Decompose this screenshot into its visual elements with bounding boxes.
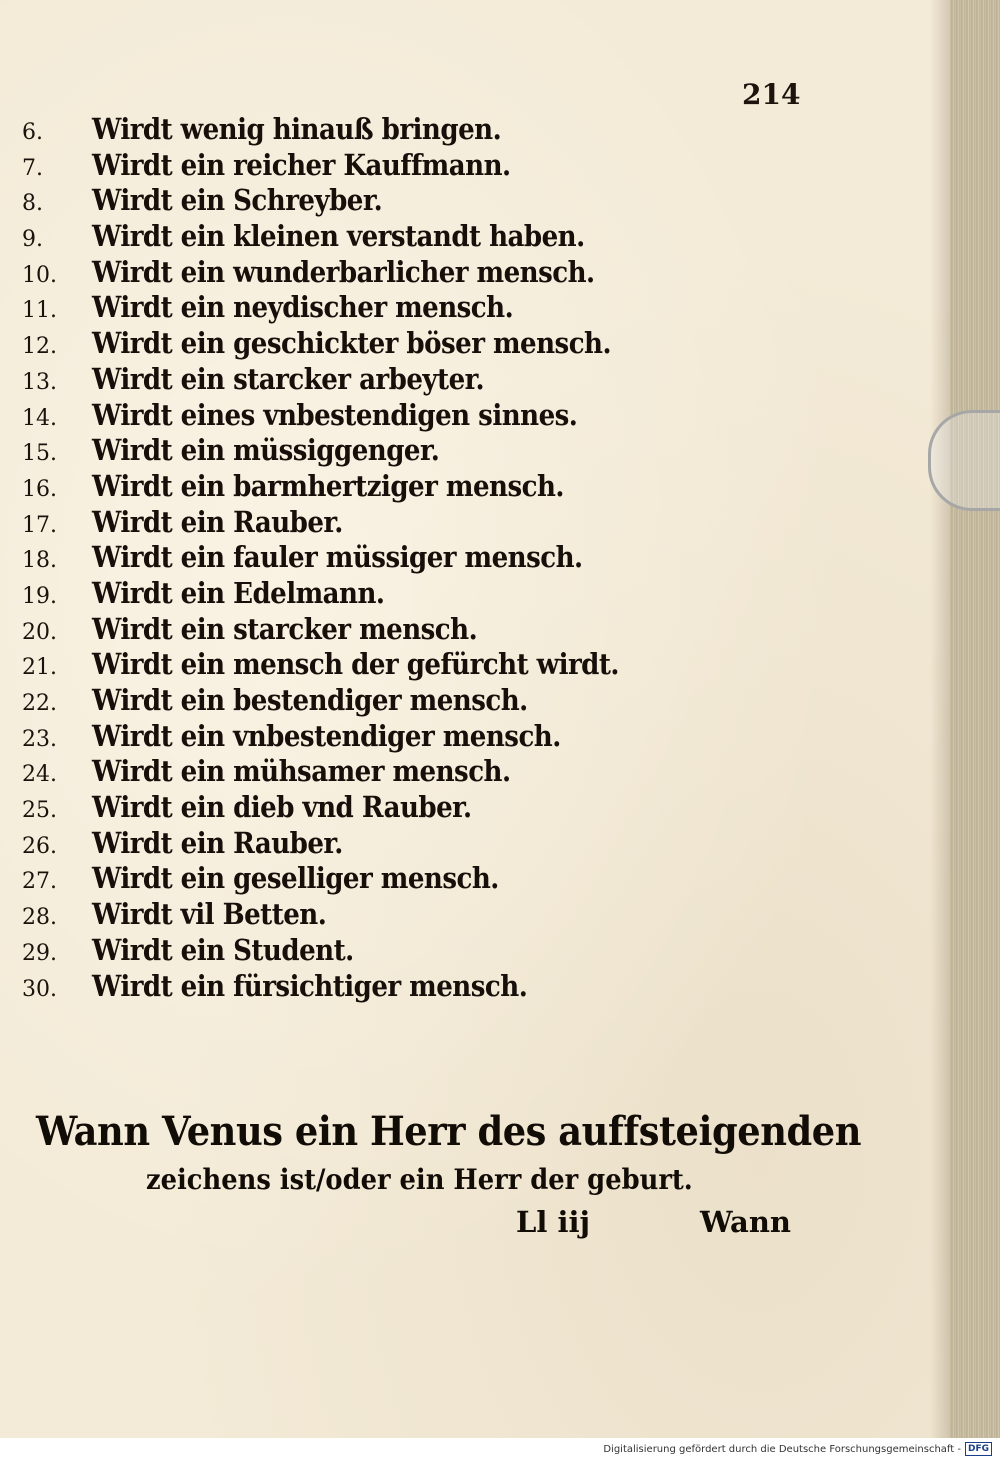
list-item [22,933,922,969]
list-item [22,219,922,255]
list-item [22,647,922,683]
entry-text: Wirdt eines vnbestendigen sinnes. [92,397,578,432]
entry-number: 19. [22,583,57,609]
entry-text: Wirdt ein mühsamer mensch. [92,754,511,789]
entry-number: 14. [22,405,57,431]
entry-text: Wirdt ein barmhertziger mensch. [92,468,564,503]
entry-text: Wirdt ein Student. [92,932,354,967]
entry-number: 23. [22,726,57,752]
entry-text: Wirdt ein starcker arbeyter. [92,361,484,396]
entry-text: Wirdt ein bestendiger mensch. [92,683,528,717]
entry-number: 28. [22,905,57,931]
entry-text: Wirdt ein Schreyber. [92,183,383,218]
entry-number: 26. [22,833,57,859]
list-item [22,576,922,612]
entry-number: 25. [22,798,57,824]
entry-list [22,112,922,1004]
list-item [22,612,922,648]
digitization-footer [603,1441,992,1457]
list-item [22,719,922,755]
list-item [22,183,922,219]
entry-text: Wirdt ein geselliger mensch. [92,861,499,896]
entry-text: Wirdt ein fürsichtiger mensch. [92,968,528,1003]
entry-number: 7. [22,155,43,181]
entry-number: 20. [22,619,57,645]
list-item [22,683,922,719]
list-item [22,433,922,469]
list-item [22,112,922,148]
list-item [22,826,922,862]
entry-number: 29. [22,940,57,966]
list-item [22,362,922,398]
section-heading-line-2: zeichens ist/oder ein Herr der geburt. [146,1163,693,1196]
list-item [22,469,922,505]
paper-clip [928,410,1000,511]
entry-text: Wirdt ein dieb vnd Rauber. [92,790,472,825]
entry-number: 30. [22,976,57,1002]
list-item [22,255,922,291]
list-item [22,969,922,1005]
list-item [22,861,922,897]
entry-number: 8. [22,191,43,217]
entry-text: Wirdt wenig hinauß bringen. [92,112,502,146]
entry-number: 16. [22,476,57,502]
entry-text: Wirdt ein geschickter böser mensch. [92,326,612,361]
entry-number: 18. [22,548,57,574]
entry-text: Wirdt vil Betten. [92,897,327,932]
entry-number: 6. [22,120,43,145]
entry-number: 12. [22,334,57,360]
entry-text: Wirdt ein vnbestendiger mensch. [92,718,561,753]
entry-number: 27. [22,869,57,895]
list-item [22,540,922,576]
entry-text: Wirdt ein fauler müssiger mensch. [92,540,583,575]
entry-text: Wirdt ein starcker mensch. [92,611,478,646]
entry-number: 13. [22,369,57,395]
entry-number: 10. [22,262,57,288]
entry-text: Wirdt ein mensch der gefürcht wirdt. [92,647,619,682]
list-item [22,398,922,434]
page-gutter-shadow [930,0,950,1438]
entry-text: Wirdt ein wunderbarlicher mensch. [92,254,595,289]
entry-text: Wirdt ein Edelmann. [92,575,385,610]
page-edge-stack [950,0,1000,1438]
entry-number: 21. [22,655,57,681]
entry-number: 15. [22,441,57,467]
entry-number: 22. [22,691,57,716]
list-item [22,505,922,541]
list-item [22,754,922,790]
entry-text: Wirdt ein Rauber. [92,504,343,539]
list-item [22,897,922,933]
list-item [22,790,922,826]
list-item [22,290,922,326]
page-number: 214 [742,78,801,111]
entry-text: Wirdt ein Rauber. [92,825,343,860]
entry-text: Wirdt ein reicher Kauffmann. [92,147,511,182]
entry-number: 24. [22,762,57,788]
list-item [22,326,922,362]
signature-mark: Ll iij [516,1205,591,1239]
entry-text: Wirdt ein kleinen verstandt haben. [92,219,585,254]
entry-text: Wirdt ein neydischer mensch. [92,290,514,325]
catchword: Wann [700,1205,792,1239]
footer-credit: Digitalisierung gefördert durch die Deutsche Forschungsgemeinschaft - [603,1443,961,1455]
entry-number: 11. [22,298,57,324]
dfg-logo-icon: DFG [965,1442,992,1456]
section-heading-line-1: Wann Venus ein Herr des auffsteigenden [36,1108,862,1155]
list-item [22,148,922,184]
entry-number: 9. [22,227,43,253]
entry-number: 17. [22,512,57,538]
entry-text: Wirdt ein müssiggenger. [92,433,440,468]
